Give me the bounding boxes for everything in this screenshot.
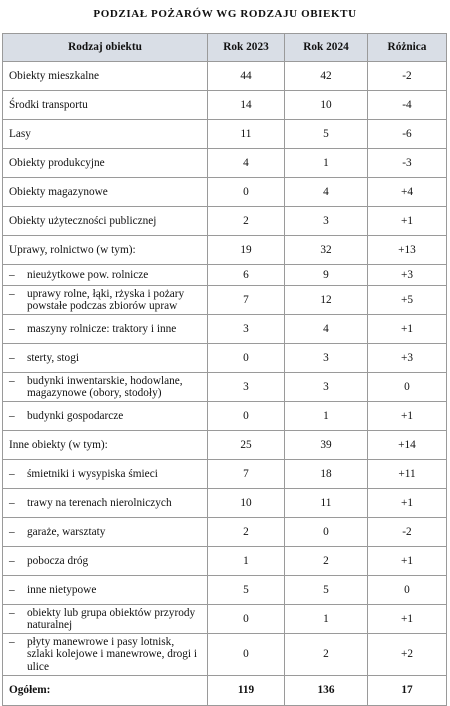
difference-cell: 0	[368, 576, 447, 605]
table-row	[3, 149, 447, 178]
object-type-cell: Lasy	[3, 120, 208, 149]
table-subrow	[3, 286, 447, 315]
subcategory-label	[9, 607, 201, 632]
difference-cell: +1	[368, 402, 447, 431]
object-type-label: inne nietypowe	[27, 583, 97, 596]
object-type-label: garaże, warsztaty	[27, 525, 106, 538]
subcategory-dash: –	[9, 351, 15, 364]
object-type-label: trawy na terenach nierolniczych	[27, 496, 172, 509]
difference-cell: +5	[368, 286, 447, 315]
object-type-cell: Obiekty mieszkalne	[3, 62, 208, 91]
object-type-cell	[3, 576, 208, 605]
object-type-cell: Uprawy, rolnictwo (w tym):	[3, 236, 208, 265]
value-2023-cell: 7	[208, 460, 285, 489]
object-type-label: obiekty lub grupa obiektów przyrody naturalnej	[27, 606, 196, 631]
subcategory-label	[9, 468, 201, 481]
value-2024-cell: 32	[285, 236, 368, 265]
object-type-label: budynki gospodarcze	[27, 409, 124, 422]
total-row	[3, 676, 447, 706]
difference-cell: +4	[368, 178, 447, 207]
value-2023-cell: 0	[208, 605, 285, 634]
header-difference: Różnica	[368, 34, 447, 62]
subcategory-dash: –	[9, 554, 15, 567]
value-2023-cell: 2	[208, 518, 285, 547]
value-2024-cell: 3	[285, 344, 368, 373]
object-type-cell	[3, 605, 208, 634]
subcategory-dash: –	[9, 374, 15, 387]
value-2024-cell: 4	[285, 178, 368, 207]
object-type-cell	[3, 489, 208, 518]
table-title: PODZIAŁ POŻARÓW WG RODZAJU OBIEKTU	[93, 8, 357, 20]
difference-cell: +1	[368, 605, 447, 634]
object-type-label: maszyny rolnicze: traktory i inne	[27, 322, 177, 335]
total-difference-cell: 17	[368, 676, 447, 706]
subcategory-dash: –	[9, 409, 15, 422]
value-2023-cell: 2	[208, 207, 285, 236]
difference-cell: +1	[368, 315, 447, 344]
fires-by-object-table	[2, 33, 447, 706]
header-row	[3, 34, 447, 62]
difference-cell: +14	[368, 431, 447, 460]
total-2024-cell: 136	[285, 676, 368, 706]
subcategory-label	[9, 288, 201, 313]
table-subrow	[3, 344, 447, 373]
subcategory-label	[9, 375, 201, 400]
subcategory-label	[9, 584, 201, 597]
table-row	[3, 62, 447, 91]
subcategory-label	[9, 410, 201, 423]
subcategory-dash: –	[9, 606, 15, 619]
value-2024-cell: 0	[285, 518, 368, 547]
difference-cell: +1	[368, 547, 447, 576]
object-type-cell: Obiekty produkcyjne	[3, 149, 208, 178]
value-2023-cell: 0	[208, 402, 285, 431]
difference-cell: +2	[368, 634, 447, 676]
subcategory-dash: –	[9, 268, 15, 281]
value-2023-cell: 11	[208, 120, 285, 149]
object-type-cell: Inne obiekty (w tym):	[3, 431, 208, 460]
table-subrow	[3, 265, 447, 286]
difference-cell: -3	[368, 149, 447, 178]
object-type-label: płyty manewrowe i pasy lotnisk, szlaki kolejowe i manewrowe, drogi i ulice	[27, 635, 198, 673]
value-2023-cell: 5	[208, 576, 285, 605]
object-type-cell	[3, 315, 208, 344]
table-row	[3, 207, 447, 236]
table-subrow	[3, 576, 447, 605]
value-2024-cell: 1	[285, 605, 368, 634]
table-subrow	[3, 518, 447, 547]
object-type-label: nieużytkowe pow. rolnicze	[27, 268, 149, 281]
object-type-cell	[3, 344, 208, 373]
total-2023-cell: 119	[208, 676, 285, 706]
table-subrow	[3, 605, 447, 634]
value-2024-cell: 39	[285, 431, 368, 460]
table-subrow	[3, 634, 447, 676]
subcategory-dash: –	[9, 635, 15, 648]
value-2023-cell: 6	[208, 265, 285, 286]
object-type-cell	[3, 634, 208, 676]
table-row	[3, 178, 447, 207]
difference-cell: +3	[368, 265, 447, 286]
value-2024-cell: 9	[285, 265, 368, 286]
table-body	[3, 62, 447, 706]
object-type-label: pobocza dróg	[27, 554, 89, 567]
object-type-cell	[3, 402, 208, 431]
table-subrow	[3, 460, 447, 489]
value-2024-cell: 11	[285, 489, 368, 518]
table-subrow	[3, 373, 447, 402]
object-type-label: uprawy rolne, łąki, rżyska i pożary powstałe podczas zbiorów upraw	[27, 287, 185, 312]
difference-cell: +1	[368, 207, 447, 236]
value-2024-cell: 10	[285, 91, 368, 120]
value-2023-cell: 0	[208, 344, 285, 373]
value-2024-cell: 5	[285, 120, 368, 149]
object-type-label: sterty, stogi	[27, 351, 79, 364]
subcategory-label	[9, 526, 201, 539]
subcategory-label	[9, 269, 201, 282]
value-2023-cell: 4	[208, 149, 285, 178]
difference-cell: -6	[368, 120, 447, 149]
object-type-label: budynki inwentarskie, hodowlane, magazynowe (obory, stodoły)	[27, 374, 183, 399]
value-2024-cell: 1	[285, 149, 368, 178]
value-2024-cell: 18	[285, 460, 368, 489]
value-2024-cell: 4	[285, 315, 368, 344]
object-type-cell	[3, 286, 208, 315]
table-subrow	[3, 315, 447, 344]
table-row	[3, 120, 447, 149]
object-type-cell: Obiekty magazynowe	[3, 178, 208, 207]
table-row	[3, 431, 447, 460]
difference-cell: +13	[368, 236, 447, 265]
value-2023-cell: 25	[208, 431, 285, 460]
value-2024-cell: 5	[285, 576, 368, 605]
table-subrow	[3, 402, 447, 431]
difference-cell: 0	[368, 373, 447, 402]
difference-cell: +11	[368, 460, 447, 489]
object-type-cell	[3, 373, 208, 402]
value-2023-cell: 14	[208, 91, 285, 120]
table-row	[3, 91, 447, 120]
value-2023-cell: 7	[208, 286, 285, 315]
subcategory-dash: –	[9, 322, 15, 335]
value-2024-cell: 2	[285, 547, 368, 576]
object-type-cell	[3, 460, 208, 489]
table-subrow	[3, 489, 447, 518]
difference-cell: +3	[368, 344, 447, 373]
value-2023-cell: 0	[208, 178, 285, 207]
value-2023-cell: 19	[208, 236, 285, 265]
subcategory-dash: –	[9, 467, 15, 480]
header-year-2023: Rok 2023	[208, 34, 285, 62]
difference-cell: -4	[368, 91, 447, 120]
value-2023-cell: 3	[208, 373, 285, 402]
subcategory-label	[9, 323, 201, 336]
subcategory-dash: –	[9, 287, 15, 300]
header-object-type: Rodzaj obiektu	[3, 34, 208, 62]
subcategory-dash: –	[9, 525, 15, 538]
value-2024-cell: 42	[285, 62, 368, 91]
subcategory-label	[9, 497, 201, 510]
table-row	[3, 236, 447, 265]
subcategory-label	[9, 352, 201, 365]
object-type-label: śmietniki i wysypiska śmieci	[27, 467, 158, 480]
subcategory-label	[9, 636, 201, 674]
object-type-cell: Środki transportu	[3, 91, 208, 120]
value-2024-cell: 12	[285, 286, 368, 315]
object-type-cell	[3, 265, 208, 286]
value-2023-cell: 44	[208, 62, 285, 91]
subcategory-dash: –	[9, 583, 15, 596]
value-2023-cell: 0	[208, 634, 285, 676]
value-2023-cell: 10	[208, 489, 285, 518]
object-type-cell	[3, 518, 208, 547]
header-year-2024: Rok 2024	[285, 34, 368, 62]
difference-cell: +1	[368, 489, 447, 518]
value-2023-cell: 1	[208, 547, 285, 576]
subcategory-dash: –	[9, 496, 15, 509]
value-2024-cell: 2	[285, 634, 368, 676]
subcategory-label	[9, 555, 201, 568]
difference-cell: -2	[368, 518, 447, 547]
value-2024-cell: 1	[285, 402, 368, 431]
value-2024-cell: 3	[285, 373, 368, 402]
object-type-cell: Obiekty użyteczności publicznej	[3, 207, 208, 236]
difference-cell: -2	[368, 62, 447, 91]
total-label-cell: Ogółem:	[3, 676, 208, 706]
table-subrow	[3, 547, 447, 576]
value-2024-cell: 3	[285, 207, 368, 236]
object-type-cell	[3, 547, 208, 576]
value-2023-cell: 3	[208, 315, 285, 344]
